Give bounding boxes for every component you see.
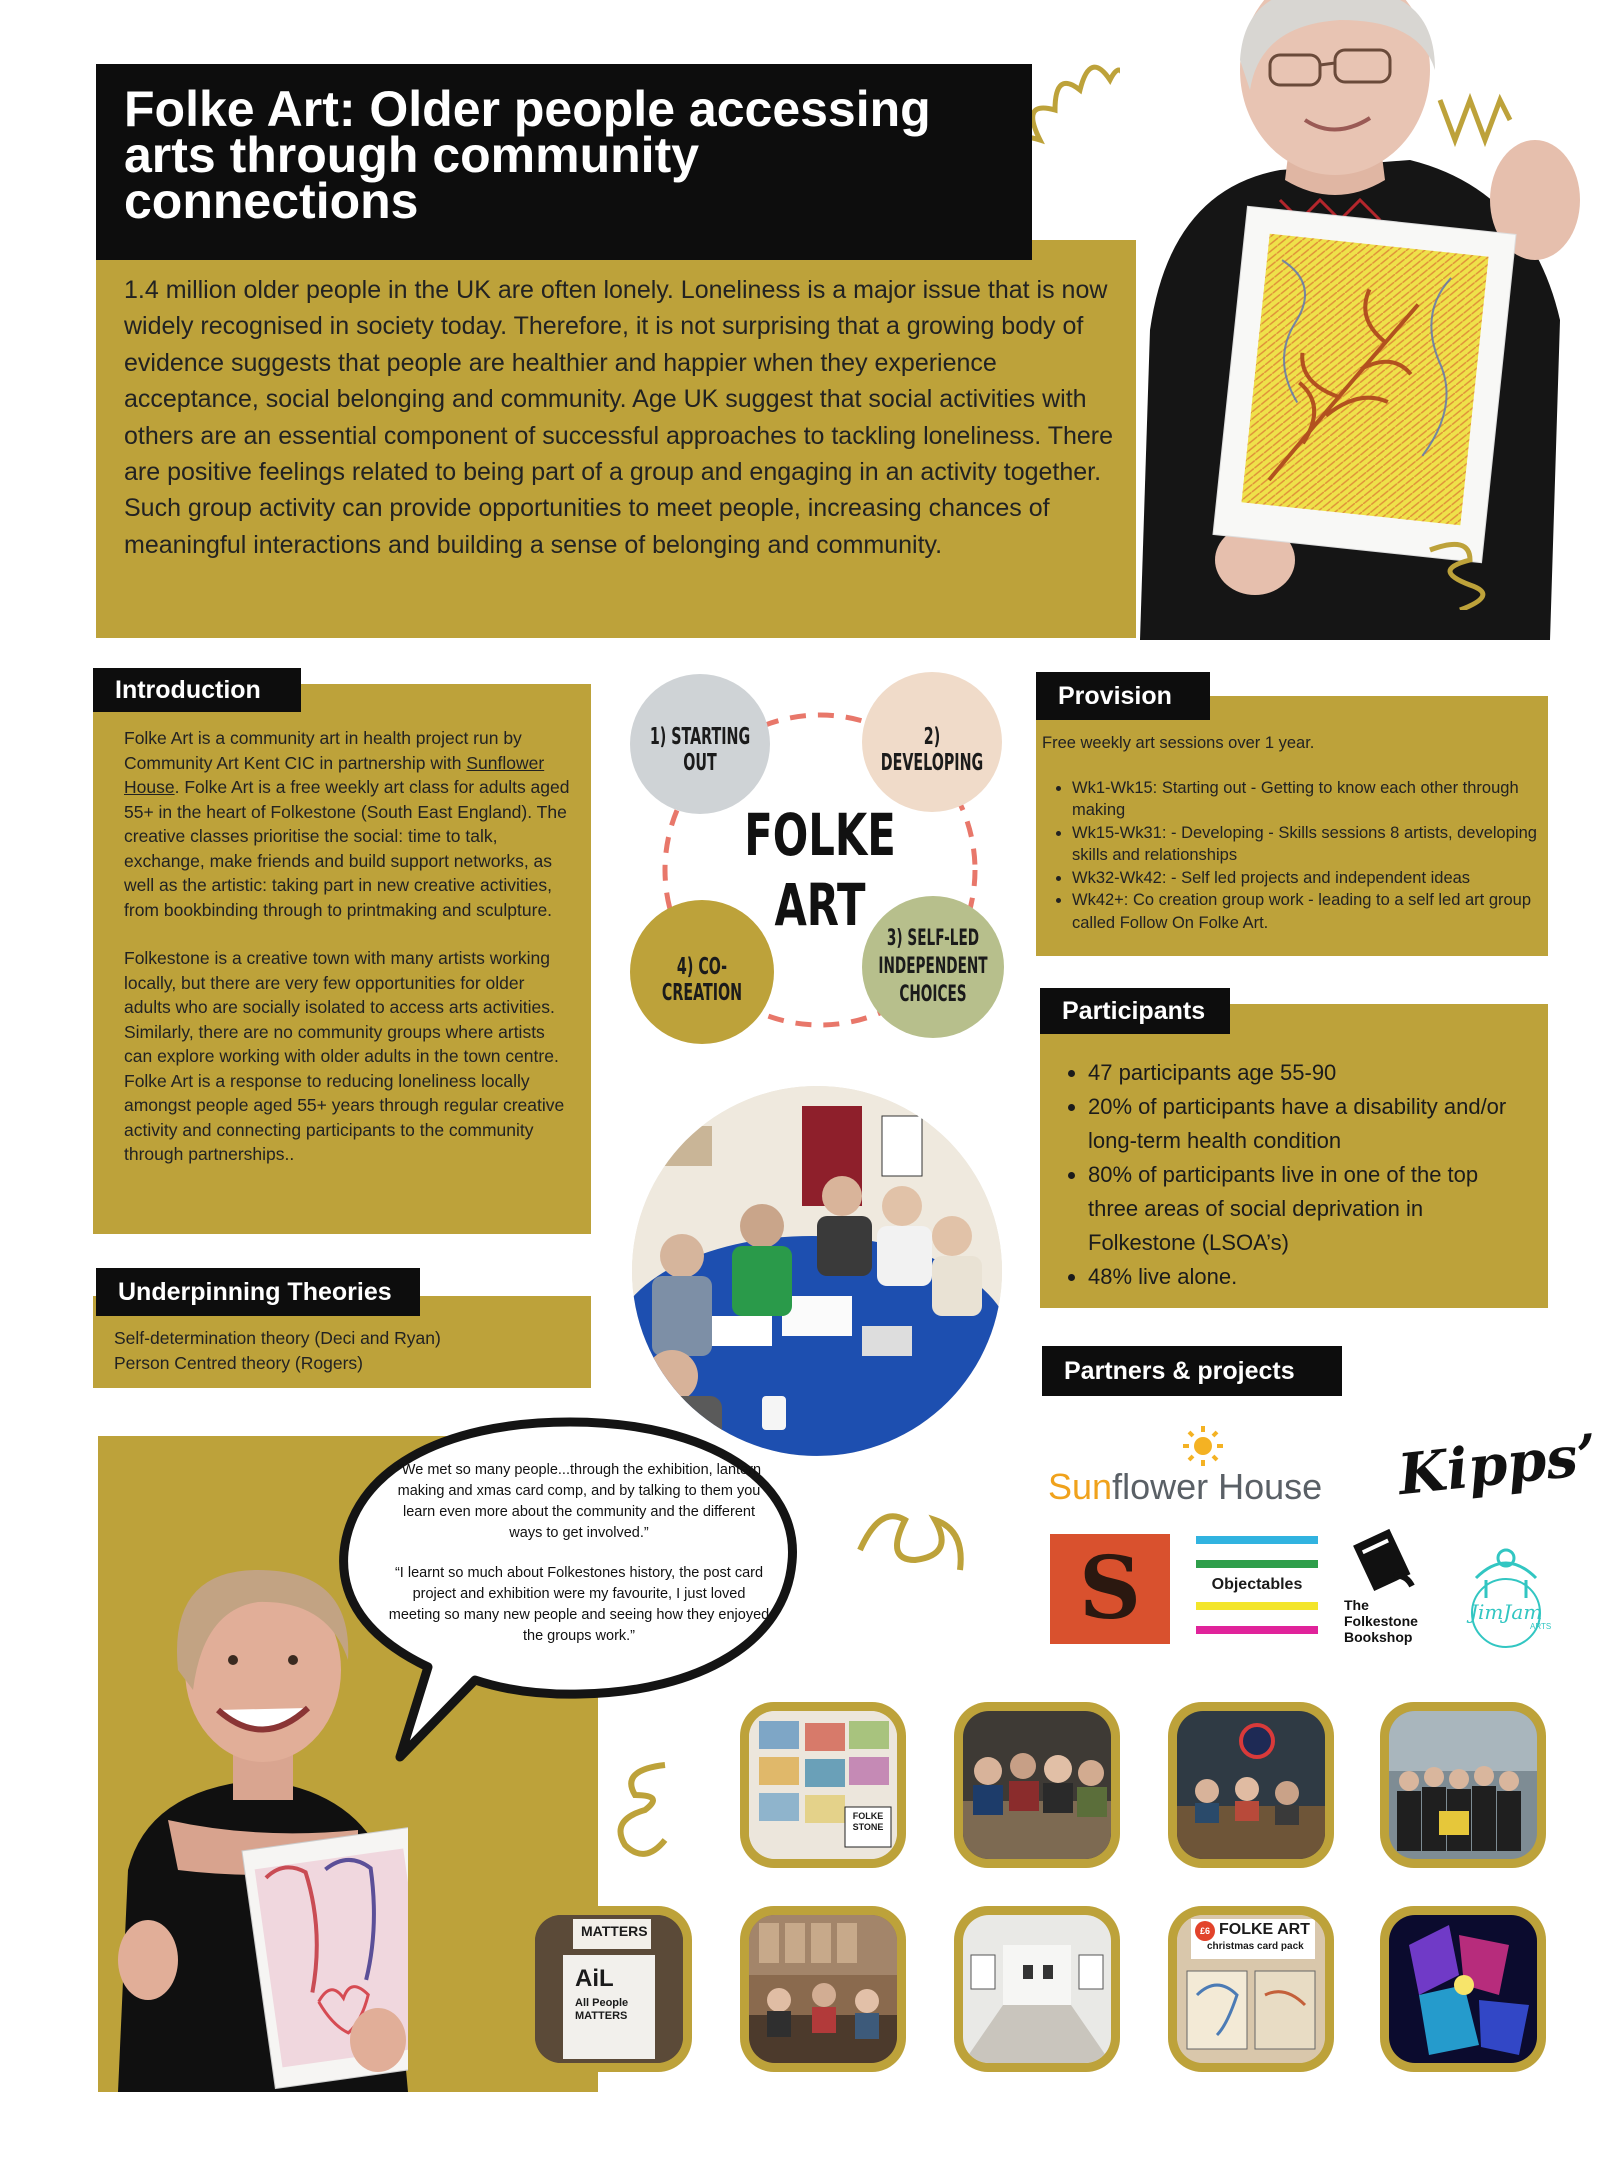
stage-3-line-1: 3) SELF-LED: [886, 926, 980, 951]
kipps-logo: Kipps’: [1395, 1421, 1601, 1509]
stage-3-line-2: INDEPENDENT: [878, 954, 988, 979]
page-title: Folke Art: Older people accessing arts through community connections: [96, 64, 1032, 260]
squiggle-decoration-5: [610, 1750, 690, 1870]
participants-list: [1070, 1056, 1530, 1294]
book-title-3: All People MATTERS: [575, 1997, 629, 2022]
book-icon: [1344, 1528, 1424, 1592]
objectables-logo: [1196, 1536, 1318, 1644]
photo-tile-bookshop-table: [740, 1906, 906, 2072]
stage-4-label: 4) CO-CREATION: [661, 954, 743, 1006]
quote-1: “We met so many people...through the exhibition, lantern making and xmas card comp, and by talking to them you learn even more about the community and the different ways to get involved.”: [396, 1462, 762, 1541]
folke-art-center-title: [734, 800, 907, 940]
jimjam-sub: ARTS: [1530, 1622, 1552, 1631]
xmas-price-badge: £6: [1195, 1921, 1215, 1941]
workshop-photo: [632, 1086, 1002, 1456]
bookshop-line-2: Folkestone: [1344, 1613, 1418, 1629]
book-title-1: MATTERS: [581, 1923, 648, 1939]
folkestone-bookshop-logo: [1344, 1528, 1444, 1658]
s-logo: [1050, 1534, 1170, 1644]
provision-text: [1042, 732, 1542, 934]
provision-item: • Wk42+: Co creation group work - leading to a self led art group called Follow On Folke Art.: [1072, 889, 1542, 934]
center-line-1: FOLKE: [744, 801, 896, 869]
sunflower-logo-sun: Sun: [1048, 1466, 1113, 1507]
sunflower-house-link[interactable]: Sunflower House: [124, 752, 545, 797]
stage-1-label: 1) STARTING OUT: [649, 724, 751, 776]
sunflower-logo-rest: flower House: [1112, 1466, 1323, 1507]
photo-tile-gallery: [954, 1906, 1120, 2072]
objectables-text: Objectables: [1211, 1576, 1303, 1593]
intro-p2: Folkestone is a creative town with many artists working locally, but there are very few opportunities for older adults who are socially isolated to access arts activities. Similarly, there are no community groups where artists can explore working with older adults in the town centre. Folke Art is a response to reducing loneliness locally amongst people aged 55+ years through regular creative activity and connecting participants to the community through partnerships..: [124, 948, 565, 1164]
stage-2-label: 2) DEVELOPING: [880, 724, 984, 776]
participant-stat: • 20% of participants have a disability and/or long-term health condition: [1088, 1090, 1530, 1158]
provision-item: • Wk15-Wk31: - Developing - Skills sessions 8 artists, developing skills and relationships: [1072, 822, 1542, 867]
theories-heading: Underpinning Theories: [96, 1268, 420, 1316]
introduction-heading: Introduction: [93, 668, 301, 712]
photo-tile-christmas-cards: [1168, 1906, 1334, 2072]
participants-heading: Participants: [1040, 988, 1230, 1034]
squiggle-decoration-2: [1430, 70, 1520, 160]
jimjam-text: JimJam: [1470, 1600, 1543, 1624]
theories-text: [114, 1326, 574, 1375]
photo-tile-group-dining: [954, 1702, 1120, 1868]
postcard-folkestone-label: FOLKE STONE: [852, 1811, 884, 1832]
partners-heading: Partners & projects: [1042, 1346, 1342, 1396]
theory-1: Self-determination theory (Deci and Ryan): [114, 1328, 441, 1348]
provision-item: • Wk32-Wk42: - Self led projects and independent ideas: [1072, 867, 1542, 890]
participant-stat: • 48% live alone.: [1088, 1260, 1530, 1294]
introduction-text: [124, 726, 574, 1191]
provision-list: [1042, 777, 1542, 935]
intro-paragraph: 1.4 million older people in the UK are often lonely. Loneliness is a major issue that is now widely recognised in society today. Therefore, it is not surprising that a growing body of evidence suggests that people are healthier and happier when they experience acceptance, social belonging and community. Age UK suggest that social activities with others are an essential component of successful approaches to tackling loneliness. There are positive feelings related to being part of a group and engaging in an activity together. Such group activity can provide opportunities to meet people, increasing chances of meaningful interactions and building a sense of belonging and community.: [124, 276, 1114, 559]
photo-tile-group-outdoors: [1380, 1702, 1546, 1868]
xmas-pack-title: FOLKE ART: [1219, 1921, 1310, 1938]
squiggle-decoration-4: [850, 1490, 980, 1590]
squiggle-decoration-3: [1420, 530, 1500, 610]
intro-p1-after: . Folke Art is a free weekly art class for adults aged 55+ in the heart of Folkestone (South East England). The creative classes prioritise the social: time to talk, exchange, make friends and build support networks, as well as the artistic: taking part in new creative activities, from bookbinding through to printmaking and sculpture.: [124, 777, 570, 920]
jimjam-arts-logo: [1456, 1538, 1556, 1648]
photo-tile-postcards: [740, 1702, 906, 1868]
photo-tile-pub-session: [1168, 1702, 1334, 1868]
s-logo-letter: S: [1078, 1538, 1142, 1639]
intro-p1-before: Folke Art is a community art in health project run by Community Art Kent CIC in partnership with: [124, 728, 522, 773]
book-title-2: AiL: [575, 1965, 614, 1992]
provision-item: • Wk1-Wk15: Starting out - Getting to know each other through making: [1072, 777, 1542, 822]
stage-3-line-3: CHOICES: [899, 982, 967, 1007]
participant-quotes: [386, 1460, 772, 1666]
participants-text: [1070, 1056, 1530, 1294]
participant-stat: • 47 participants age 55-90: [1088, 1056, 1530, 1090]
provision-heading: Provision: [1036, 672, 1210, 720]
photo-tile-books: [526, 1906, 692, 2072]
hero-photo-woman-with-print: [1080, 0, 1620, 640]
sunflower-house-logo: [1048, 1424, 1358, 1514]
theory-2: Person Centred theory (Rogers): [114, 1352, 363, 1373]
provision-intro: Free weekly art sessions over 1 year.: [1042, 734, 1315, 752]
bookshop-line-1: The: [1344, 1597, 1369, 1613]
center-line-2: ART: [774, 871, 866, 939]
quote-2: “I learnt so much about Folkestones history, the post card project and exhibition were my favourite, I just loved meeting so many new people and seeing how they enjoyed the groups work.”: [388, 1565, 770, 1644]
xmas-pack-subtitle: christmas card pack: [1207, 1941, 1304, 1952]
bookshop-line-3: Bookshop: [1344, 1629, 1413, 1645]
photo-tile-lanterns: [1380, 1906, 1546, 2072]
participant-stat: • 80% of participants live in one of the top three areas of social deprivation in Folkestone (LSOA’s): [1088, 1158, 1530, 1260]
